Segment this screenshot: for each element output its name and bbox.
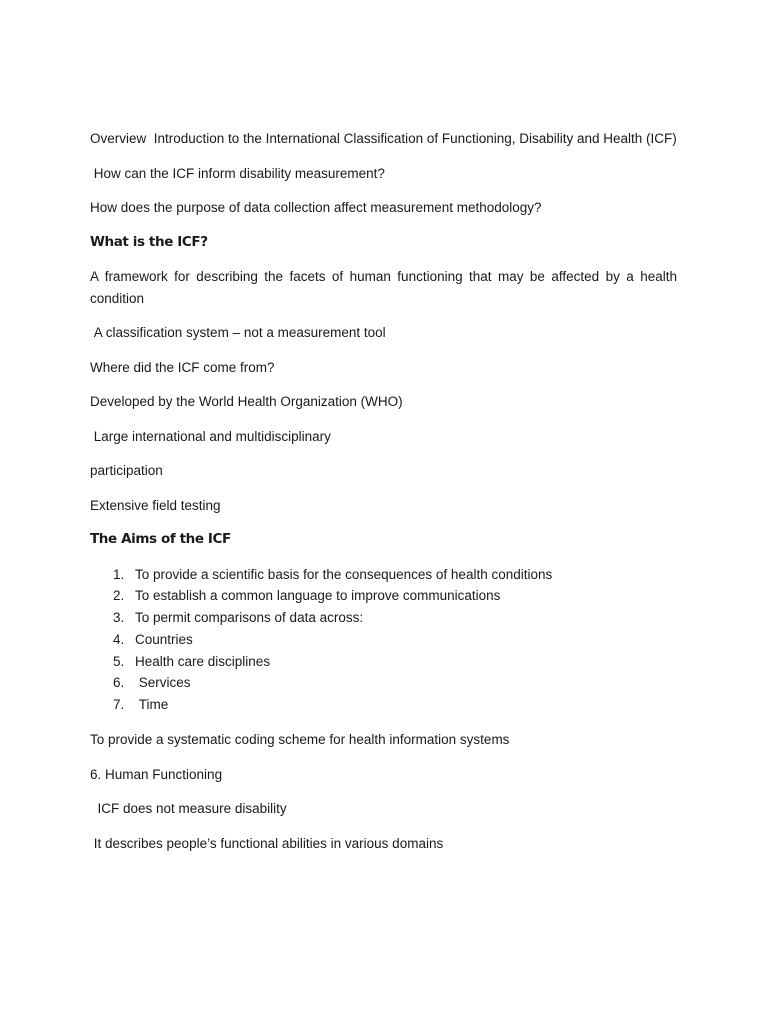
not-measure-paragraph: ICF does not measure disability bbox=[90, 801, 287, 817]
list-item-number: 5. bbox=[113, 653, 125, 669]
functional-abilities-paragraph: It describes people’s functional abilities in various domains bbox=[90, 835, 444, 851]
list-item bbox=[90, 585, 677, 607]
list-item bbox=[90, 672, 677, 694]
heading-what-is-icf: What is the ICF? bbox=[90, 233, 208, 250]
question-data-collection: How does the purpose of data collection affect measurement methodology? bbox=[90, 200, 542, 215]
list-item bbox=[90, 564, 677, 586]
document-body bbox=[90, 128, 681, 854]
who-paragraph: Developed by the World Health Organization (WHO) bbox=[90, 394, 403, 409]
list-item-number: 4. bbox=[113, 631, 125, 647]
list-item-text: To permit comparisons of data across: bbox=[135, 610, 364, 626]
list-item bbox=[90, 694, 677, 716]
framework-paragraph: A framework for describing the facets of human functioning that may be affected by a health condition bbox=[90, 269, 681, 306]
list-item bbox=[90, 629, 677, 651]
list-item-number: 7. bbox=[113, 697, 125, 713]
list-item-number: 1. bbox=[113, 566, 125, 582]
classification-paragraph: A classification system – not a measurement tool bbox=[90, 325, 386, 340]
overview-paragraph: Overview Introduction to the International Classification of Functioning, Disability and Health (ICF) bbox=[90, 131, 677, 146]
list-item-text: Health care disciplines bbox=[135, 653, 271, 669]
list-item-number: 3. bbox=[113, 610, 125, 626]
heading-aims: The Aims of the ICF bbox=[90, 531, 231, 547]
list-item-text: To provide a scientific basis for the consequences of health conditions bbox=[135, 566, 553, 582]
participation-paragraph: participation bbox=[90, 463, 163, 478]
list-item bbox=[90, 651, 677, 673]
field-testing-paragraph: Extensive field testing bbox=[90, 497, 221, 513]
aims-list bbox=[90, 564, 677, 717]
list-item-text: Services bbox=[135, 675, 191, 691]
multidisciplinary-paragraph: Large international and multidisciplinary bbox=[90, 428, 331, 444]
human-functioning-paragraph: 6. Human Functioning bbox=[90, 766, 223, 782]
origin-question: Where did the ICF come from? bbox=[90, 359, 275, 375]
list-item-text: Time bbox=[135, 697, 169, 713]
list-item-text: Countries bbox=[135, 631, 193, 647]
list-item bbox=[90, 607, 677, 629]
question-disability-measurement: How can the ICF inform disability measurement? bbox=[90, 165, 385, 181]
coding-scheme-paragraph: To provide a systematic coding scheme for health information systems bbox=[90, 732, 510, 748]
list-item-number: 2. bbox=[113, 588, 125, 604]
list-item-text: To establish a common language to improve communications bbox=[135, 588, 501, 604]
list-item-number: 6. bbox=[113, 675, 125, 691]
